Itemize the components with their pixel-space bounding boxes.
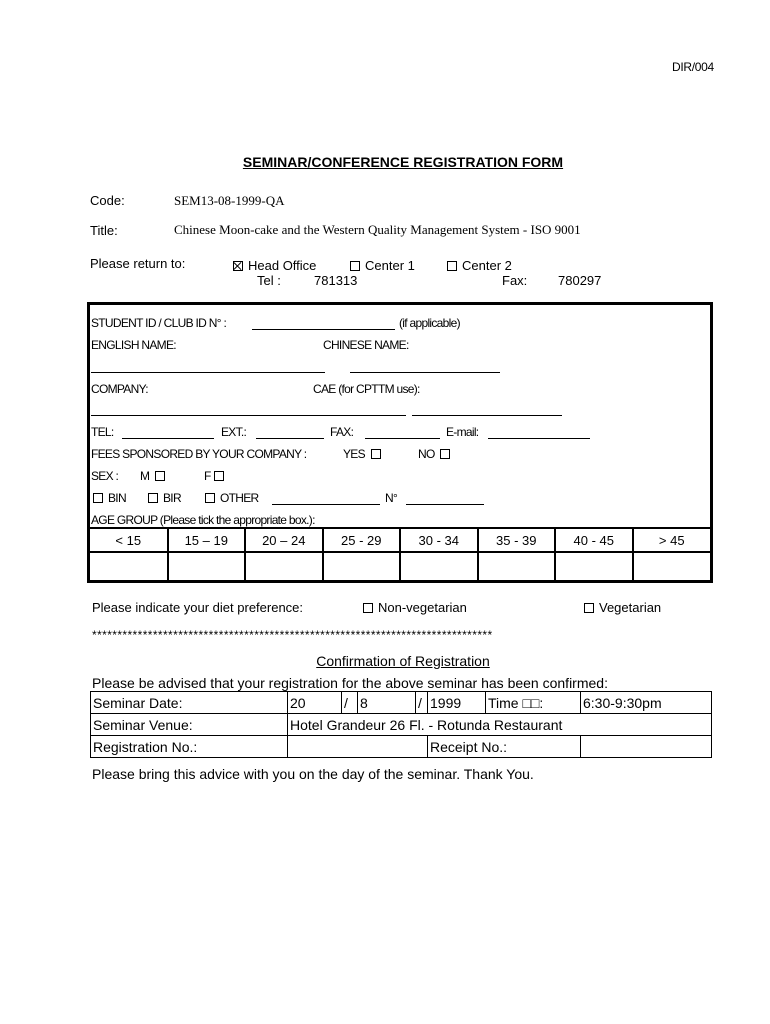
age-group-tick-cell[interactable] — [323, 552, 401, 582]
return-to-label: Please return to: — [90, 256, 186, 271]
tel-label: Tel : — [257, 273, 281, 288]
fees-yes-checkbox[interactable] — [371, 449, 381, 459]
age-group-tick-cell[interactable] — [555, 552, 633, 582]
chinese-name-field[interactable] — [350, 372, 500, 373]
age-group-header: 15 – 19 — [168, 528, 246, 552]
option-head-office[interactable]: Head Office — [233, 258, 316, 273]
female-checkbox[interactable] — [214, 471, 224, 481]
receipt-number-value[interactable] — [581, 736, 712, 758]
confirmation-table — [90, 691, 712, 758]
confirmation-title: Confirmation of Registration — [316, 653, 490, 669]
seminar-time-value: 6:30-9:30pm — [581, 692, 712, 714]
code-value: SEM13-08-1999-QA — [174, 193, 285, 208]
fees-sponsored-label: FEES SPONSORED BY YOUR COMPANY : — [91, 447, 307, 461]
other-number-label: N° — [385, 491, 398, 505]
seminar-date-month: 8 — [358, 692, 416, 714]
non-vegetarian-checkbox[interactable] — [363, 603, 373, 613]
ext-label: EXT.: — [221, 425, 247, 439]
male-checkbox[interactable] — [155, 471, 165, 481]
document-id: DIR/004 — [672, 60, 714, 74]
bin-checkbox[interactable] — [93, 493, 103, 503]
age-group-tick-cell[interactable] — [400, 552, 478, 582]
age-group-header: < 15 — [90, 528, 168, 552]
age-group-header: 40 - 45 — [555, 528, 633, 552]
center-2-checkbox[interactable] — [447, 261, 457, 271]
sex-label: SEX : — [91, 469, 119, 483]
tel-value: 781313 — [314, 273, 358, 288]
date-separator: / — [416, 692, 428, 714]
email-label: E-mail: — [446, 425, 479, 439]
seminar-date-year: 1999 — [428, 692, 486, 714]
applicant-details-box — [87, 302, 713, 583]
head-office-checkbox[interactable] — [233, 261, 243, 271]
title-label: Title: — [90, 223, 118, 238]
seminar-date-day: 20 — [288, 692, 342, 714]
age-group-header: 35 - 39 — [478, 528, 556, 552]
if-applicable-note: (if applicable) — [399, 316, 460, 330]
other-option[interactable]: OTHER — [205, 491, 259, 505]
bin-option[interactable]: BIN — [93, 491, 126, 505]
seminar-venue-label: Seminar Venue: — [91, 714, 288, 736]
form-title: SEMINAR/CONFERENCE REGISTRATION FORM — [242, 154, 564, 170]
bir-option[interactable]: BIR — [148, 491, 181, 505]
age-group-label: AGE GROUP (Please tick the appropriate box.): — [91, 513, 315, 527]
center-1-checkbox[interactable] — [350, 261, 360, 271]
closing-note: Please bring this advice with you on the day of the seminar. Thank You. — [92, 766, 534, 782]
company-field[interactable] — [91, 415, 406, 416]
other-field[interactable] — [272, 504, 380, 505]
english-name-label: ENGLISH NAME: — [91, 338, 176, 352]
sex-male-option[interactable]: M — [140, 469, 170, 483]
other-number-field[interactable] — [406, 504, 484, 505]
age-group-header: 25 - 29 — [323, 528, 401, 552]
cae-label: CAE (for CPTTM use): — [313, 382, 420, 396]
option-center-1[interactable]: Center 1 — [350, 258, 415, 273]
bir-checkbox[interactable] — [148, 493, 158, 503]
sex-female-option[interactable]: F — [204, 469, 229, 483]
cae-field[interactable] — [412, 415, 562, 416]
age-group-tick-cell[interactable] — [168, 552, 246, 582]
fax-field[interactable] — [365, 438, 440, 439]
english-name-field[interactable] — [91, 372, 325, 373]
age-group-header: 20 – 24 — [245, 528, 323, 552]
tel-field[interactable] — [122, 438, 214, 439]
student-id-field[interactable] — [252, 329, 395, 330]
fax-label: Fax: — [502, 273, 528, 288]
tel-field-label: TEL: — [91, 425, 114, 439]
chinese-name-label: CHINESE NAME: — [323, 338, 409, 352]
student-id-label: STUDENT ID / CLUB ID N° : — [91, 316, 227, 330]
confirmation-intro: Please be advised that your registration for the above seminar has been confirmed: — [92, 675, 608, 691]
diet-vegetarian-option[interactable]: Vegetarian — [584, 600, 661, 615]
age-group-tick-cell[interactable] — [245, 552, 323, 582]
vegetarian-checkbox[interactable] — [584, 603, 594, 613]
seminar-time-label: Time □□: — [486, 692, 581, 714]
fees-no-option[interactable]: NO — [418, 447, 455, 461]
date-separator: / — [342, 692, 358, 714]
age-group-tick-cell[interactable] — [633, 552, 711, 582]
code-label: Code: — [90, 193, 125, 208]
fax-field-label: FAX: — [330, 425, 354, 439]
other-checkbox[interactable] — [205, 493, 215, 503]
fax-value: 780297 — [558, 273, 602, 288]
fees-no-checkbox[interactable] — [440, 449, 450, 459]
registration-number-label: Registration No.: — [91, 736, 288, 758]
age-group-tick-cell[interactable] — [90, 552, 168, 582]
fees-yes-option[interactable]: YES — [343, 447, 386, 461]
ext-field[interactable] — [256, 438, 324, 439]
seminar-date-label: Seminar Date: — [91, 692, 288, 714]
option-center-2[interactable]: Center 2 — [447, 258, 512, 273]
seminar-venue-value: Hotel Grandeur 26 Fl. - Rotunda Restaurant — [288, 714, 712, 736]
age-group-tick-cell[interactable] — [478, 552, 556, 582]
separator-line: ******************************************************************************* — [92, 628, 493, 642]
company-label: COMPANY: — [91, 382, 148, 396]
age-group-table — [90, 527, 710, 582]
title-value: Chinese Moon-cake and the Western Quality Management System - ISO 9001 — [174, 222, 581, 237]
age-group-header: 30 - 34 — [400, 528, 478, 552]
diet-prompt: Please indicate your diet preference: — [92, 600, 304, 615]
email-field[interactable] — [488, 438, 590, 439]
diet-non-vegetarian-option[interactable]: Non-vegetarian — [363, 600, 467, 615]
age-group-header: > 45 — [633, 528, 711, 552]
receipt-number-label: Receipt No.: — [428, 736, 581, 758]
registration-number-value[interactable] — [288, 736, 428, 758]
